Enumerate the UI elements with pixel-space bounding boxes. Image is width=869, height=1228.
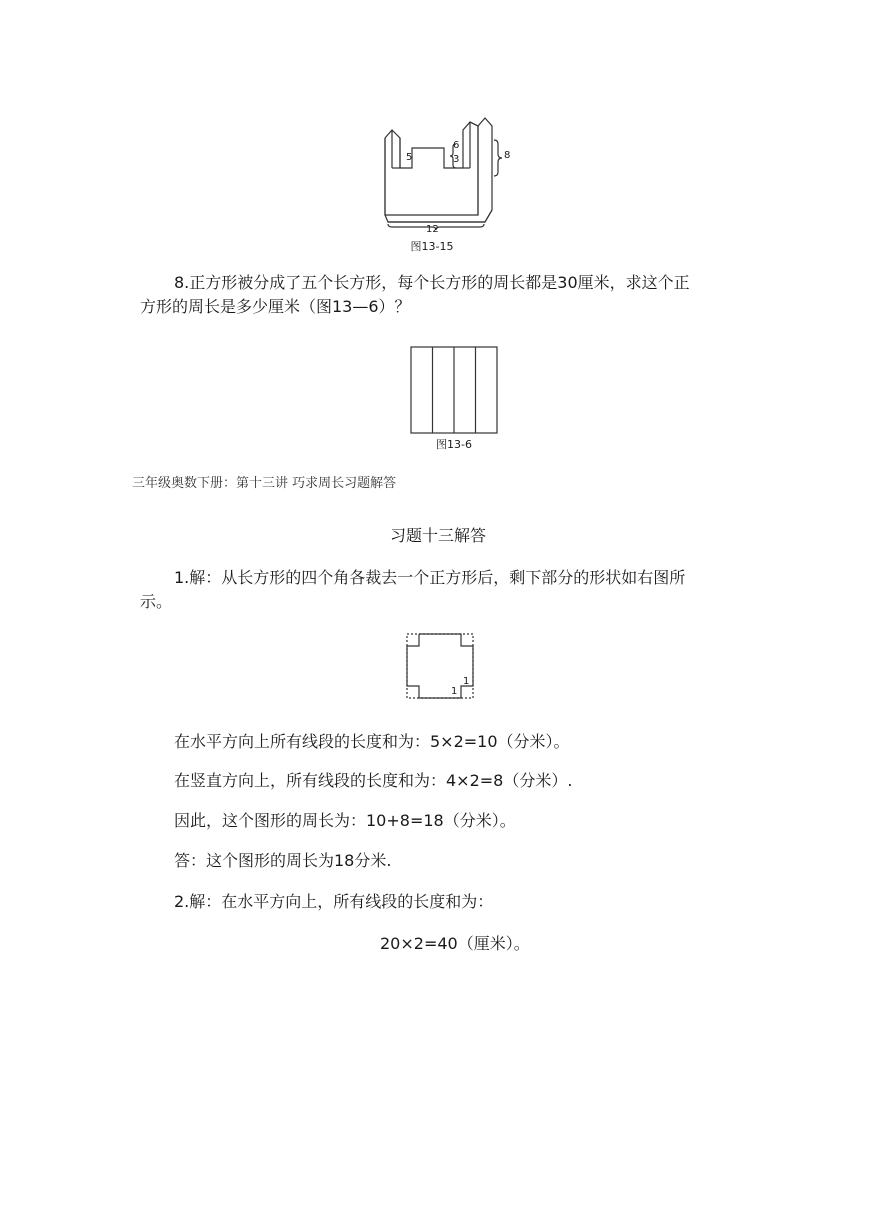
cut-corner-drawing — [405, 632, 477, 704]
label-12: 12 — [426, 224, 439, 235]
label-5: 5 — [406, 152, 413, 163]
label-right: 1 — [463, 676, 470, 687]
figure-caption: 图13-15 — [410, 240, 454, 253]
answer-2-formula: 20×2=40（厘米）。 — [380, 934, 530, 953]
figure-13-15 — [370, 110, 530, 255]
figure-13-6-drawing — [410, 346, 500, 436]
answer-2-line-1: 2.解：在水平方向上，所有线段的长度和为： — [174, 892, 494, 911]
figure-13-6 — [410, 346, 500, 456]
problem-8-line-2: 方形的周长是多少厘米（图13—6）？ — [140, 297, 411, 316]
answer-1-horizontal: 在水平方向上所有线段的长度和为：5×2=10（分米）。 — [174, 732, 570, 751]
label-bottom: 1 — [451, 686, 458, 697]
answer-1-line-1: 1.解：从长方形的四个角各裁去一个正方形后，剩下部分的形状如右图所 — [174, 568, 686, 587]
cut-corner-figure — [405, 632, 477, 704]
section-title: 习题十三解答 — [390, 526, 487, 545]
answer-1-vertical: 在竖直方向上，所有线段的长度和为：4×2=8（分米）. — [174, 771, 573, 790]
label-3: 3 — [453, 154, 460, 165]
header-note: 三年级奥数下册：第十三讲 巧求周长习题解答 — [132, 476, 397, 491]
label-8: 8 — [504, 150, 511, 161]
answer-1-therefore: 因此，这个图形的周长为：10+8=18（分米）。 — [174, 811, 516, 830]
label-6: 6 — [453, 140, 460, 151]
figure-caption: 图13-6 — [436, 438, 472, 451]
answer-1-conclusion: 答：这个图形的周长为18分米. — [174, 851, 392, 870]
problem-8-line-1: 8.正方形被分成了五个长方形，每个长方形的周长都是30厘米，求这个正 — [174, 273, 690, 292]
figure-13-15-drawing — [370, 110, 530, 255]
answer-1-line-2: 示。 — [140, 592, 173, 611]
